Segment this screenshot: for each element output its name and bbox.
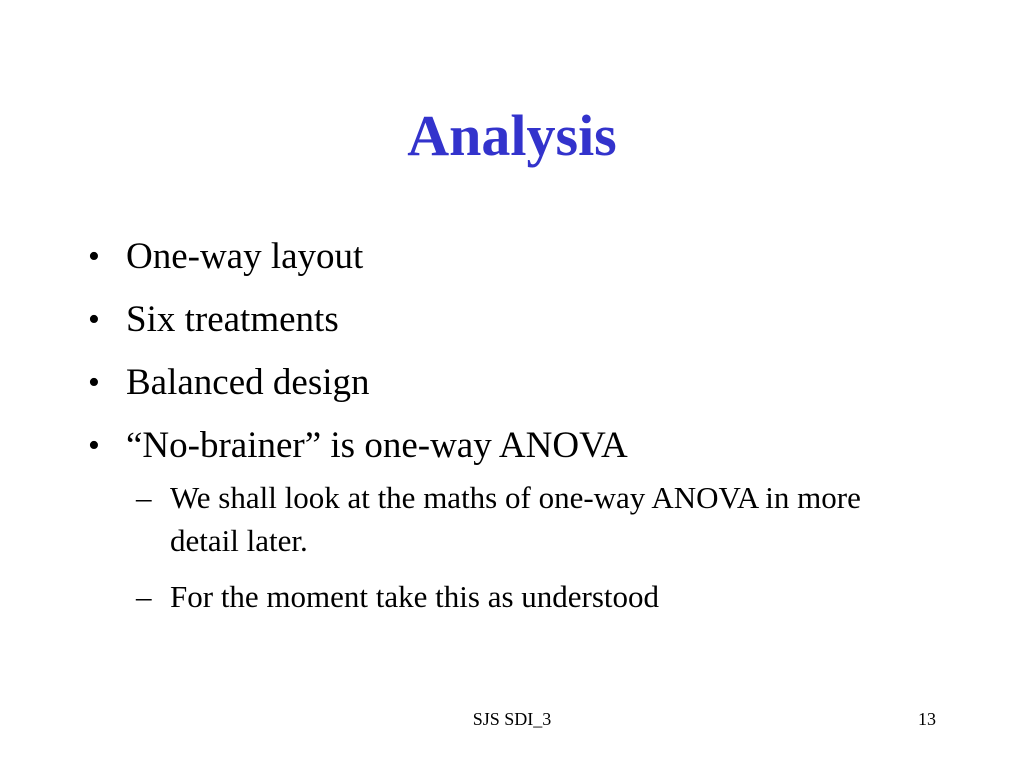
- bullet-text: One-way layout: [126, 236, 364, 277]
- sub-bullet-text: We shall look at the maths of one-way ANOVA in more detail later.: [170, 480, 861, 558]
- bullet-marker: •: [88, 427, 100, 464]
- sub-bullet-marker: –: [136, 480, 152, 515]
- slide-title: Analysis: [407, 103, 617, 168]
- bullet-marker: •: [88, 301, 100, 338]
- bullet-text: Balanced design: [126, 362, 370, 403]
- bullet-text: “No-brainer” is one-way ANOVA: [126, 425, 628, 466]
- sub-bullet-list: [136, 476, 968, 618]
- sub-bullet-item: [136, 575, 930, 618]
- bullet-marker: •: [88, 364, 100, 401]
- bullet-text: Six treatments: [126, 299, 339, 340]
- sub-bullet-item: [136, 476, 930, 562]
- bullet-item: [88, 358, 968, 408]
- sub-bullet-text: For the moment take this as understood: [170, 579, 660, 614]
- footer-label: SJS SDI_3: [472, 709, 552, 729]
- bullet-list: [88, 232, 968, 631]
- bullet-marker: •: [88, 238, 100, 275]
- bullet-item: [88, 295, 968, 345]
- sub-bullet-marker: –: [136, 579, 152, 614]
- page-number: 13: [918, 709, 936, 729]
- bullet-item: [88, 232, 968, 282]
- bullet-item: [88, 421, 968, 471]
